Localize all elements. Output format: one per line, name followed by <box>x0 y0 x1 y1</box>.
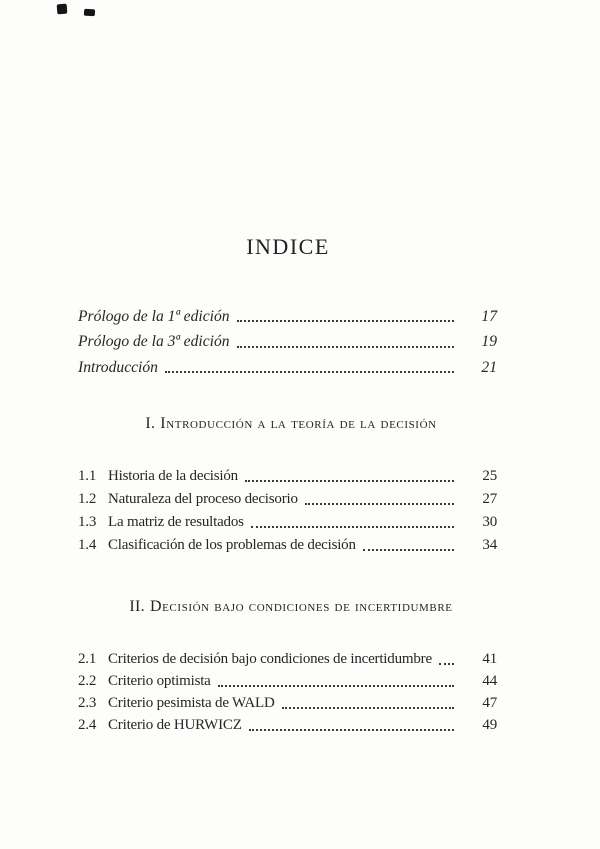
entry-page: 41 <box>482 650 497 667</box>
toc-row <box>78 714 499 736</box>
toc-row <box>78 330 499 356</box>
section-heading <box>0 598 582 616</box>
entry-page: 19 <box>481 333 497 351</box>
entry-number: 1.4 <box>78 537 97 553</box>
entry-label: Historia de la decisión <box>108 468 238 484</box>
entry-page: 21 <box>481 358 497 376</box>
toc-row <box>78 304 499 330</box>
toc-row <box>78 355 499 381</box>
dot-leader <box>237 346 454 348</box>
entry-label: Naturaleza del proceso decisorio <box>108 491 298 507</box>
dot-leader <box>165 371 454 373</box>
toc-row <box>78 488 499 511</box>
entry-number: 2.2 <box>78 672 97 689</box>
toc-row <box>78 534 499 557</box>
dot-leader <box>237 320 454 322</box>
dot-leader <box>363 549 454 551</box>
page-title: INDICE <box>246 234 330 259</box>
section-numeral: II. <box>129 598 145 615</box>
scan-artifact-icon <box>84 9 95 17</box>
entry-number: 1.2 <box>78 491 97 507</box>
entry-page: 27 <box>482 491 497 507</box>
front-matter-list <box>78 304 499 381</box>
entry-label: Prólogo de la 3ª edición <box>78 333 230 351</box>
section-2-list <box>78 648 499 736</box>
toc-row <box>78 465 499 488</box>
dot-leader <box>282 707 454 709</box>
dot-leader <box>439 663 454 665</box>
dot-leader <box>249 729 454 731</box>
entry-label: Criterio optimista <box>108 672 211 689</box>
entry-number: 1.3 <box>78 514 97 530</box>
toc-row <box>78 670 499 692</box>
entry-label: Clasificación de los problemas de decisión <box>108 537 356 553</box>
scan-artifact-icon <box>57 4 68 15</box>
dot-leader <box>245 480 454 482</box>
dot-leader <box>218 685 454 687</box>
toc-row <box>78 511 499 534</box>
entry-page: 25 <box>482 468 497 484</box>
entry-page: 49 <box>482 716 497 733</box>
entry-page: 34 <box>482 537 497 553</box>
entry-label: Criterio pesimista de WALD <box>108 694 275 711</box>
entry-page: 44 <box>482 672 497 689</box>
section-numeral: I. <box>145 415 156 432</box>
section-heading <box>0 415 582 433</box>
entry-number: 1.1 <box>78 468 97 484</box>
section-title: Introducción a la teoría de la decisión <box>160 415 437 432</box>
entry-page: 30 <box>482 514 497 530</box>
entry-label: Introducción <box>78 358 158 376</box>
entry-page: 17 <box>481 307 497 325</box>
entry-number: 2.1 <box>78 650 97 667</box>
dot-leader <box>305 503 454 505</box>
toc-row <box>78 692 499 714</box>
dot-leader <box>251 526 454 528</box>
section-1-list <box>78 465 499 557</box>
section-title: Decisión bajo condiciones de incertidumbre <box>149 598 453 615</box>
entry-number: 2.3 <box>78 694 97 711</box>
entry-number: 2.4 <box>78 716 97 733</box>
entry-page: 47 <box>482 694 497 711</box>
entry-label: Criterios de decisión bajo condiciones de incertidumbre <box>108 650 432 667</box>
entry-label: Prólogo de la 1ª edición <box>78 307 230 325</box>
entry-label: La matriz de resultados <box>108 514 244 530</box>
entry-label: Criterio de HURWICZ <box>108 716 242 733</box>
toc-row <box>78 648 499 670</box>
